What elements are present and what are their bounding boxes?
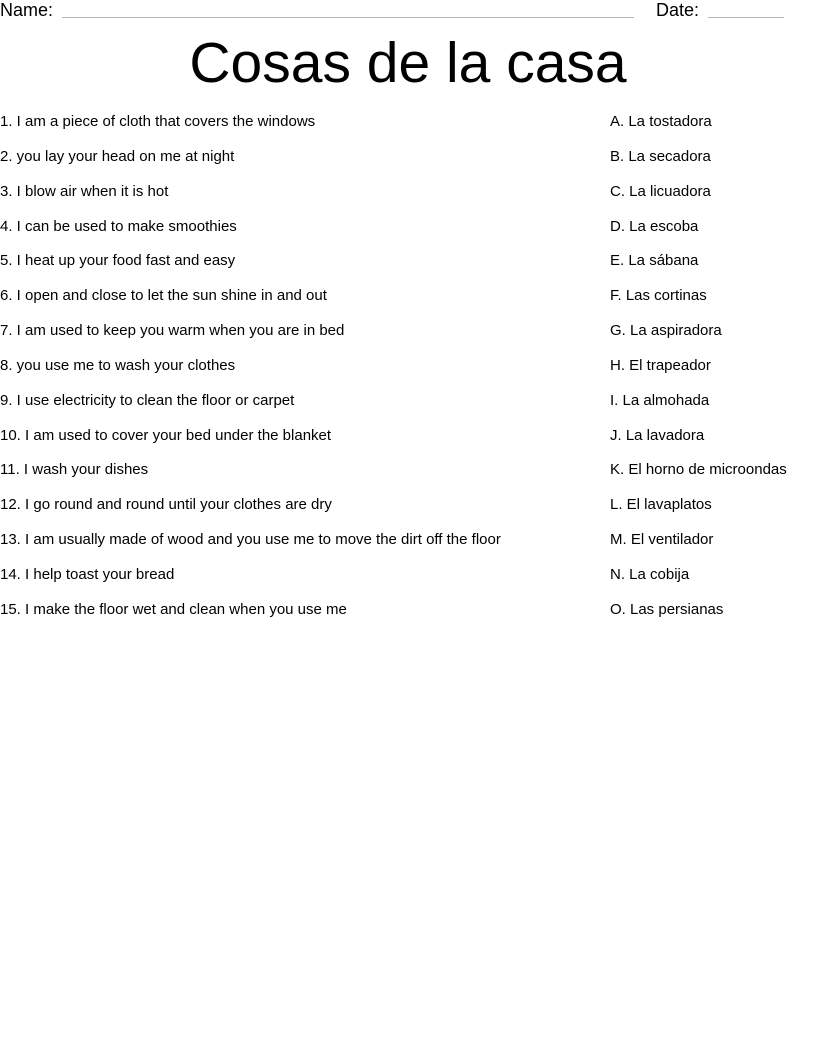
date-blank-line — [708, 17, 784, 18]
answer-list — [610, 112, 816, 635]
clue-item: 3. I blow air when it is hot — [0, 182, 169, 200]
clue-item: 4. I can be used to make smoothies — [0, 217, 237, 235]
answer-item: I. La almohada — [610, 391, 710, 409]
answer-item: H. El trapeador — [610, 356, 711, 374]
answer-item: L. El lavaplatos — [610, 496, 712, 514]
answer-item: D. La escoba — [610, 217, 699, 235]
clue-item: 10. I am used to cover your bed under the blanket — [0, 426, 332, 444]
clue-item: 7. I am used to keep you warm when you are in bed — [0, 322, 345, 340]
name-label: Name: — [0, 0, 54, 20]
answer-item: M. El ventilador — [610, 531, 714, 549]
answer-item: N. La cobija — [610, 565, 690, 583]
clue-item: 5. I heat up your food fast and easy — [0, 252, 236, 270]
clue-item: 2. you lay your head on me at night — [0, 147, 235, 165]
answer-item: K. El horno de microondas — [610, 461, 787, 479]
answer-item: F. Las cortinas — [610, 287, 707, 305]
answer-item: A. La tostadora — [610, 113, 712, 130]
clue-item: 15. I make the floor wet and clean when you use me — [0, 600, 347, 618]
answer-item: E. La sábana — [610, 252, 699, 270]
worksheet-header — [0, 0, 816, 24]
clue-item: 13. I am usually made of wood and you use me to move the dirt off the floor — [0, 531, 501, 549]
clue-item: 11. I wash your dishes — [0, 461, 149, 479]
answer-item: O. Las persianas — [610, 600, 724, 618]
answer-item: J. La lavadora — [610, 426, 705, 444]
answer-item: C. La licuadora — [610, 182, 711, 200]
worksheet-title: Cosas de la casa — [189, 31, 627, 95]
clue-item: 12. I go round and round until your clothes are dry — [0, 496, 332, 514]
date-label: Date: — [656, 0, 700, 20]
clue-item: 8. you use me to wash your clothes — [0, 356, 236, 374]
clue-item: 1. I am a piece of cloth that covers the windows — [0, 113, 316, 130]
clue-item: 6. I open and close to let the sun shine in and out — [0, 287, 327, 305]
answer-item: B. La secadora — [610, 147, 711, 165]
answer-item: G. La aspiradora — [610, 322, 722, 340]
clue-item: 14. I help toast your bread — [0, 565, 175, 583]
clue-item: 9. I use electricity to clean the floor or carpet — [0, 391, 295, 409]
clue-list — [0, 112, 600, 635]
name-blank-line — [62, 17, 634, 18]
